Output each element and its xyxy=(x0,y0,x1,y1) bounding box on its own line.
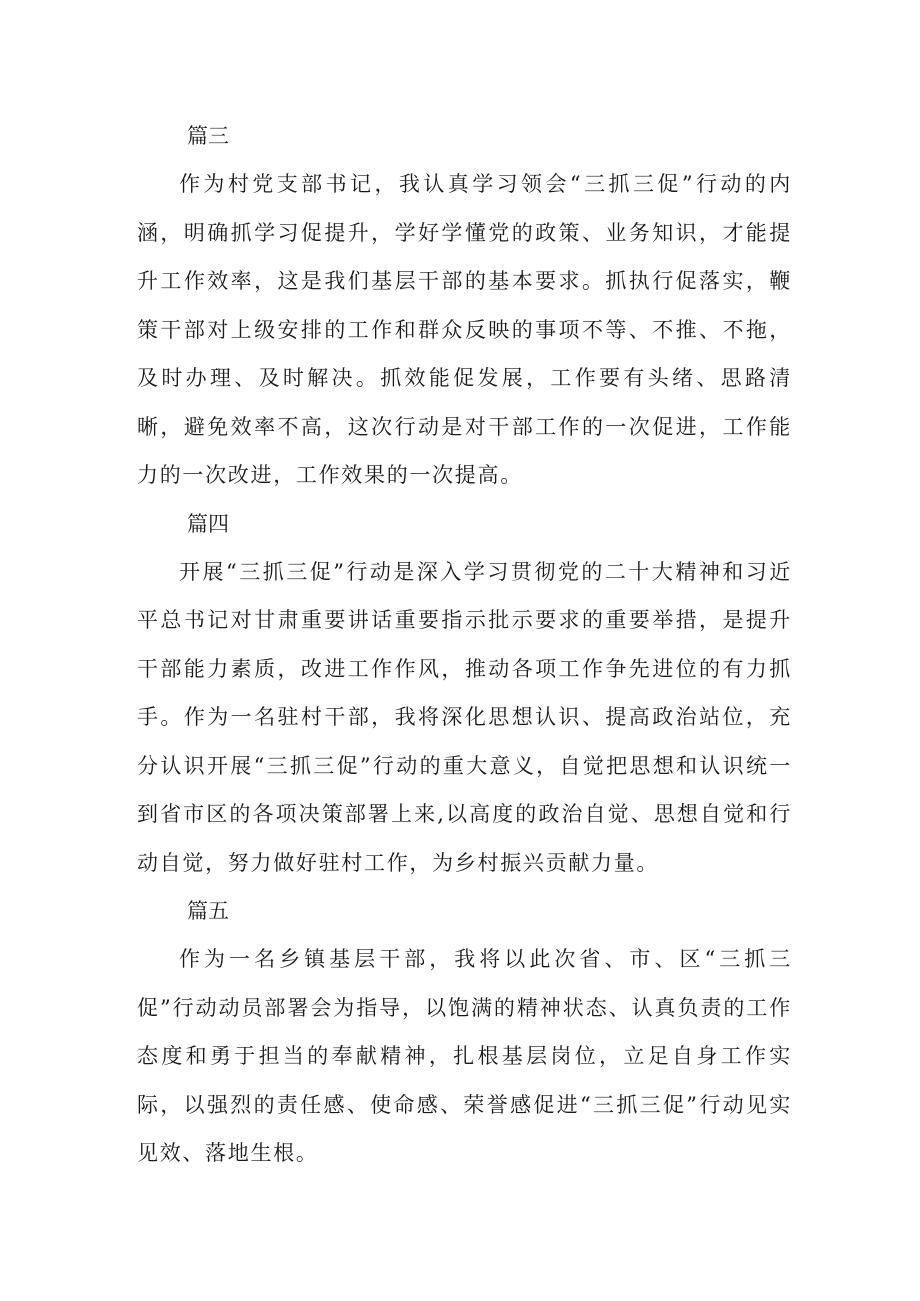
section-3 xyxy=(137,112,792,500)
section-paragraph: 作为一名乡镇基层干部，我将以此次省、市、区“三抓三促”行动动员部署会为指导，以饱满的精神状态、认真负责的工作态度和勇于担当的奉献精神，扎根基层岗位，立足自身工作实际，以强烈的责任感、使命感、荣誉感促进“三抓三促”行动见实见效、落地生根。 xyxy=(137,947,792,1165)
section-5 xyxy=(137,887,792,1178)
section-paragraph: 开展“三抓三促”行动是深入学习贯彻党的二十大精神和习近平总书记对甘肃重要讲话重要指示批示要求的重要举措，是提升干部能力素质，改进工作作风，推动各项工作争先进位的有力抓手。作为一名驻村干部，我将深化思想认识、提高政治站位，充分认识开展“三抓三促”行动的重大意义，自觉把思想和认识统一到省市区的各项决策部署上来,以高度的政治自觉、思想自觉和行动自觉，努力做好驻村工作，为乡村振兴贡献力量。 xyxy=(137,559,792,875)
section-heading: 篇四 xyxy=(187,511,229,536)
section-4 xyxy=(137,500,792,888)
document-body xyxy=(137,112,792,1178)
section-paragraph: 作为村党支部书记，我认真学习领会“三抓三促”行动的内涵，明确抓学习促提升，学好学懂党的政策、业务知识，才能提升工作效率，这是我们基层干部的基本要求。抓执行促落实，鞭策干部对上级安排的工作和群众反映的事项不等、不推、不拖，及时办理、及时解决。抓效能促发展，工作要有头绪、思路清晰，避免效率不高，这次行动是对干部工作的一次促进，工作能力的一次改进，工作效果的一次提高。 xyxy=(137,172,792,487)
section-heading: 篇三 xyxy=(187,124,229,148)
section-heading: 篇五 xyxy=(187,899,229,923)
